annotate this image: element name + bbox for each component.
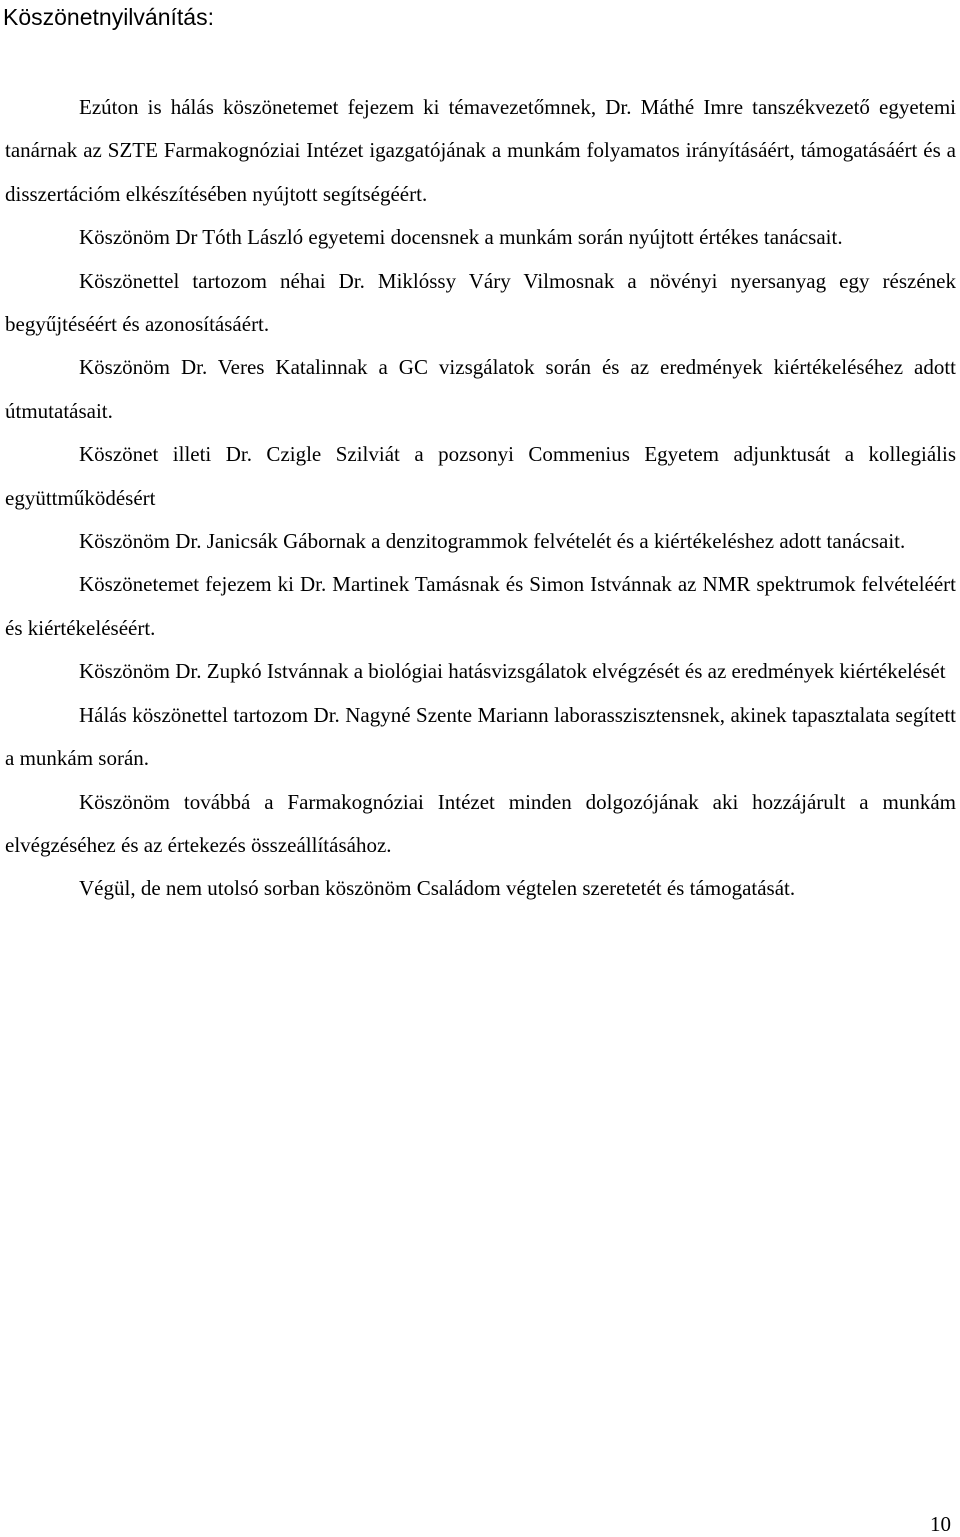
paragraph-martinek: Köszönetemet fejezem ki Dr. Martinek Tamásnak és Simon Istvánnak az NMR spektrumok felvételéért és kiértékeléséért.: [5, 572, 956, 640]
paragraph-veres: Köszönöm Dr. Veres Katalinnak a GC vizsgálatok során és az eredmények kiértékeléséhez adott útmutatásait.: [5, 355, 956, 423]
paragraph-institute-staff: Köszönöm továbbá a Farmakognóziai Intézet minden dolgozójának aki hozzájárult a munkám elvégzéséhez és az értekezés összeállításához.: [5, 789, 956, 857]
page-number: 10: [930, 1512, 951, 1536]
paragraph-czigle: Köszönet illeti Dr. Czigle Szilviát a pozsonyi Commenius Egyetem adjunktusát a kollegiális együttműködésért: [5, 442, 956, 510]
acknowledgements-body: [5, 86, 956, 911]
paragraph-toth: Köszönöm Dr Tóth László egyetemi docensnek a munkám során nyújtott értékes tanácsait.: [79, 225, 843, 250]
paragraph-zupko: Köszönöm Dr. Zupkó Istvánnak a biológiai hatásvizsgálatok elvégzését és az eredmények kiértékelését: [79, 659, 946, 684]
page-title: Köszönetnyilvánítás:: [3, 4, 214, 30]
paragraph-miklossy: Köszönettel tartozom néhai Dr. Miklóssy Váry Vilmosnak a növényi nyersanyag egy részének begyűjtéséért és azonosításáért.: [5, 268, 956, 337]
paragraph-supervisor: Ezúton is hálás köszönetemet fejezem ki témavezetőmnek, Dr. Máthé Imre tanszékvezető egyetemi tanárnak az SZTE Farmakognóziai Intézet igazgatójának a munkám folyamatos irányításáért, támogatásáért és a disszertációm elkészítésében nyújtott segítségéért.: [5, 95, 956, 206]
paragraph-janicsak: Köszönöm Dr. Janicsák Gábornak a denzitogrammok felvételét és a kiértékeléshez adott tanácsait.: [79, 529, 906, 554]
paragraph-nagyne: Hálás köszönettel tartozom Dr. Nagyné Szente Mariann laborasszisztensnek, akinek tapasztalata segített a munkám során.: [5, 702, 956, 771]
paragraph-family: Végül, de nem utolsó sorban köszönöm Családom végtelen szeretetét és támogatását.: [79, 876, 796, 901]
